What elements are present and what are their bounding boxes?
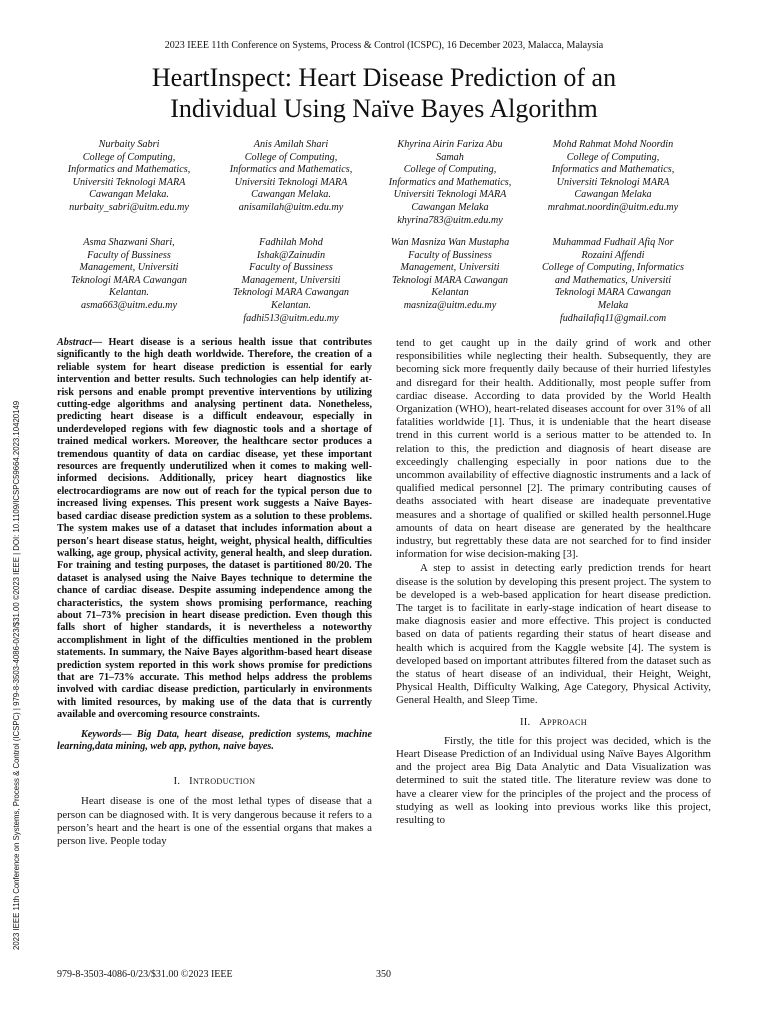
introduction-rest: NTRODUCTION <box>192 777 256 787</box>
footer-isbn: 979-8-3503-4086-0/23/$31.00 ©2023 IEEE <box>57 969 233 980</box>
abstract-label: Abstract <box>57 337 92 348</box>
author-affiliation-line[interactable]: fudhailafiq11@gmail.com <box>559 312 667 324</box>
section-heading-introduction <box>57 775 372 789</box>
author-affiliation-line[interactable]: masniza@uitm.edu.my <box>403 299 497 311</box>
author-affiliation-line: Faculty of Bussiness <box>408 249 492 261</box>
author-2 <box>208 139 374 215</box>
author-1 <box>46 139 212 215</box>
author-affiliation-line: Informatics and Mathematics, <box>551 164 675 176</box>
abstract-text: Heart disease is a serious health issue that contributes significantly to the high death worldwide. Therefore, the creation of a reliable system for heart disease prediction is essential for early intervention and better results. Such technologies can help identify at-risk persons and enable prompt preventive interventions by utilizing cutting-edge algorithms and analysing pertinent data. Nonetheless, predicting heart disease is a difficult endeavour, especially in underdeveloped regions with few diagnostic tools and a shortage of trained medical workers. Moreover, the healthcare sector produces a tremendous quantity of data on cardiac disease, yet these important resources are frequently underutilized when it comes to making well-informed decisions. Additionally, pricey heart diagnostics like electrocardiograms are now out of reach for the typical person due to increased living expenses. This present work suggests a Naive Bayes-based cardiac disease prediction system as a solution to these problems. The system makes use of a dataset that includes information about a person's heart disease status, height, weight, physical health, difficulties walking, age group, physical activity, general health, and sleep duration. For training and testing purposes, the dataset is partitioned 80/20. The dataset is analysed using the Naive Bayes technique to determine the chance of cardiac disease. Despite assuming independence among the characteristics, the system shows promising performance, reaching about 71–73% precision in heart disease prediction. Even though this falls short of higher standards, it is nevertheless a noteworthy accomplishment in light of the difficulties mentioned in the problem statements. In summary, the Naive Bayes algorithm-based heart disease prediction system reported in this work shows promise for predictions that are 71–73% accurate. This method helps address the problems involved with cardiac disease prediction, particularly in environments with limited resources, by making use of the data that is currently available and overcoming resource constraints. <box>57 337 372 721</box>
author-affiliation-line: Kelantan. <box>271 299 311 311</box>
author-name: Nurbaity Sabri <box>98 139 160 150</box>
author-name: Mohd Rahmat Mohd Noordin <box>552 139 674 150</box>
author-name: Muhammad Fudhail Afiq Nor <box>552 237 674 248</box>
author-affiliation-line: Melaka <box>597 299 629 311</box>
author-affiliation-line: Cawangan Melaka <box>574 189 652 201</box>
author-affiliation-line: Kelantan <box>431 287 469 299</box>
right-column <box>396 337 711 827</box>
section-heading-approach <box>396 716 711 730</box>
approach-initial: A <box>539 716 548 728</box>
author-affiliation-line: Teknologi MARA Cawangan <box>232 287 350 299</box>
keywords-text: Big Data, heart disease, prediction systems, machine learning,data mining, web app, python, naive bayes. <box>57 728 372 752</box>
author-3 <box>367 139 533 227</box>
author-name: Anis Amilah Shari <box>253 139 329 150</box>
author-affiliation-line: Teknologi MARA Cawangan <box>554 287 672 299</box>
conference-header: 2023 IEEE 11th Conference on Systems, Process & Control (ICSPC), 16 December 2023, Malacca, Malaysia <box>164 40 604 51</box>
author-4 <box>530 139 696 215</box>
author-affiliation-line: Universiti Teknologi MARA <box>72 176 186 188</box>
title-line-2: Individual Using Naïve Bayes Algorithm <box>170 94 598 123</box>
author-affiliation-line[interactable]: khyrina783@uitm.edu.my <box>397 214 503 226</box>
sidebar-doi: 2023 IEEE 11th Conference on Systems, Process & Control (ICSPC) | 979-8-3503-4086-0/23/$31.00 ©2023 IEEE | DOI: 10.1109/ICSPC59664.2023.10420149 <box>12 400 21 950</box>
author-affiliation-line: Management, Universiti <box>79 262 179 274</box>
author-affiliation-line: and Mathematics, Universiti <box>554 274 672 286</box>
keywords <box>57 729 372 754</box>
author-affiliation-line: College of Computing, Informatics <box>541 262 685 274</box>
author-8 <box>530 237 696 325</box>
abstract <box>57 337 372 722</box>
author-affiliation-line: Universiti Teknologi MARA <box>393 189 507 201</box>
approach-numeral: II. <box>519 716 531 728</box>
author-affiliation-line: Teknologi MARA Cawangan <box>70 274 188 286</box>
abstract-dash: — <box>91 337 103 348</box>
author-affiliation-line[interactable]: anisamilah@uitm.edu.my <box>238 201 344 213</box>
author-affiliation-line: Kelantan. <box>109 287 149 299</box>
author-affiliation-line: Teknologi MARA Cawangan <box>391 274 509 286</box>
author-affiliation-line: Management, Universiti <box>400 262 500 274</box>
keywords-label: Keywords <box>81 728 122 740</box>
author-6 <box>208 237 374 325</box>
author-affiliation-line: College of Computing, <box>244 151 338 163</box>
author-affiliation-line[interactable]: asma663@uitm.edu.my <box>81 299 177 311</box>
author-affiliation-line[interactable]: nurbaity_sabri@uitm.edu.my <box>69 201 189 213</box>
introduction-numeral: I. <box>173 776 181 788</box>
author-affiliation-line: Cawangan Melaka <box>411 201 489 213</box>
paper-title <box>40 62 728 124</box>
author-name: Asma Shazwani Shari, <box>83 237 175 248</box>
approach-rest: PPROACH <box>547 717 588 727</box>
author-affiliation-line: College of Computing, <box>566 151 660 163</box>
author-affiliation-line: Rozaini Affendi <box>581 249 645 261</box>
body-paragraph-1: tend to get caught up in the daily grind of work and other responsibilities while neglecting their health. Subsequently, they are becoming sick more frequently daily because of their hurried lifestyles and disregard for their health. Additionally, most people suffer from cardiac disease. According to data provided by the World Health Organization (WHO), heart-related diseases account for over 31% of all fatalities worldwide [1]. Thus, it is undeniable that the heart disease trend in this current world is a serious matter to be attended to. In relation to this, the prediction and diagnosis of heart disease are exceedingly challenging especially in poor nations due to the uncommon availability of effective diagnostic instruments and a lack of qualified medical personnel [2]. The primary contributing causes of deaths associated with heart disease are inadequate preventative measures and a shortage of qualified or skilled health personnel.Huge amounts of data on heart disease are generated by the healthcare industry, but regrettably these data are not searched for to find insider information for wise decision-making [3]. <box>396 337 711 561</box>
introduction-paragraph: Heart disease is one of the most lethal types of disease that a person can be diagnosed with. It is very dangerous because it refers to a person’s heart and the heart is one of the essential organs that makes a person live. People today <box>57 795 372 848</box>
author-affiliation-line: Cawangan Melaka. <box>251 189 331 201</box>
author-affiliation-line: Samah <box>436 151 464 163</box>
author-affiliation-line: Faculty of Bussiness <box>249 262 333 274</box>
author-affiliation-line[interactable]: mrahmat.noordin@uitm.edu.my <box>547 201 679 213</box>
author-7 <box>367 237 533 313</box>
author-affiliation-line: Informatics and Mathematics, <box>67 164 191 176</box>
keywords-dash: — <box>121 728 132 740</box>
author-affiliation-line: Universiti Teknologi MARA <box>556 176 670 188</box>
author-affiliation-line: College of Computing, <box>403 164 497 176</box>
left-column <box>57 337 372 848</box>
author-affiliation-line: Informatics and Mathematics, <box>388 176 512 188</box>
author-affiliation-line: Universiti Teknologi MARA <box>234 176 348 188</box>
author-affiliation-line: Management, Universiti <box>241 274 341 286</box>
title-line-1: HeartInspect: Heart Disease Prediction of an <box>151 63 617 92</box>
body-paragraph-3: Firstly, the title for this project was decided, which is the Heart Disease Prediction of an Individual using Naïve Bayes Algorithm and the project area Big Data Analytic and Data Visualization was determined to suit the stated title. The literature review was done to have a clearer view for the principles of the project and the process of studying as well as looking into previous works like this project, resulting to <box>396 734 711 826</box>
author-name: Wan Masniza Wan Mustapha <box>390 237 510 248</box>
page-number: 350 <box>376 969 391 980</box>
author-affiliation-line: Informatics and Mathematics, <box>229 164 353 176</box>
body-paragraph-2: A step to assist in detecting early prediction trends for heart disease is the solution by developing this present project. The system to be developed is a web-based application for heart disease prediction. The target is to facilitate in early-stage indication of heart disease to make diagnosis easier and more effective. This project is conducted based on data of patients regarding their status of heart disease and health which is acquired from the Kaggle website [4]. The system is developed based on important attributes filtered from the dataset such as the status of heart disease of an individual, their Height, Weight, Physical Health, Difficulty Walking, Age Category, Physical Activity, General Health, and Sleep Time. <box>396 562 711 707</box>
introduction-initial: I <box>189 776 193 788</box>
author-affiliation-line[interactable]: Ishak@Zainudin <box>256 249 326 261</box>
author-name: Khyrina Airin Fariza Abu <box>397 139 503 150</box>
author-affiliation-line: Faculty of Bussiness <box>87 249 171 261</box>
author-affiliation-line: Cawangan Melaka. <box>89 189 169 201</box>
author-name: Fadhilah Mohd <box>259 237 323 248</box>
author-5 <box>46 237 212 313</box>
author-affiliation-line[interactable]: fadhi513@uitm.edu.my <box>243 312 339 324</box>
author-affiliation-line: College of Computing, <box>82 151 176 163</box>
